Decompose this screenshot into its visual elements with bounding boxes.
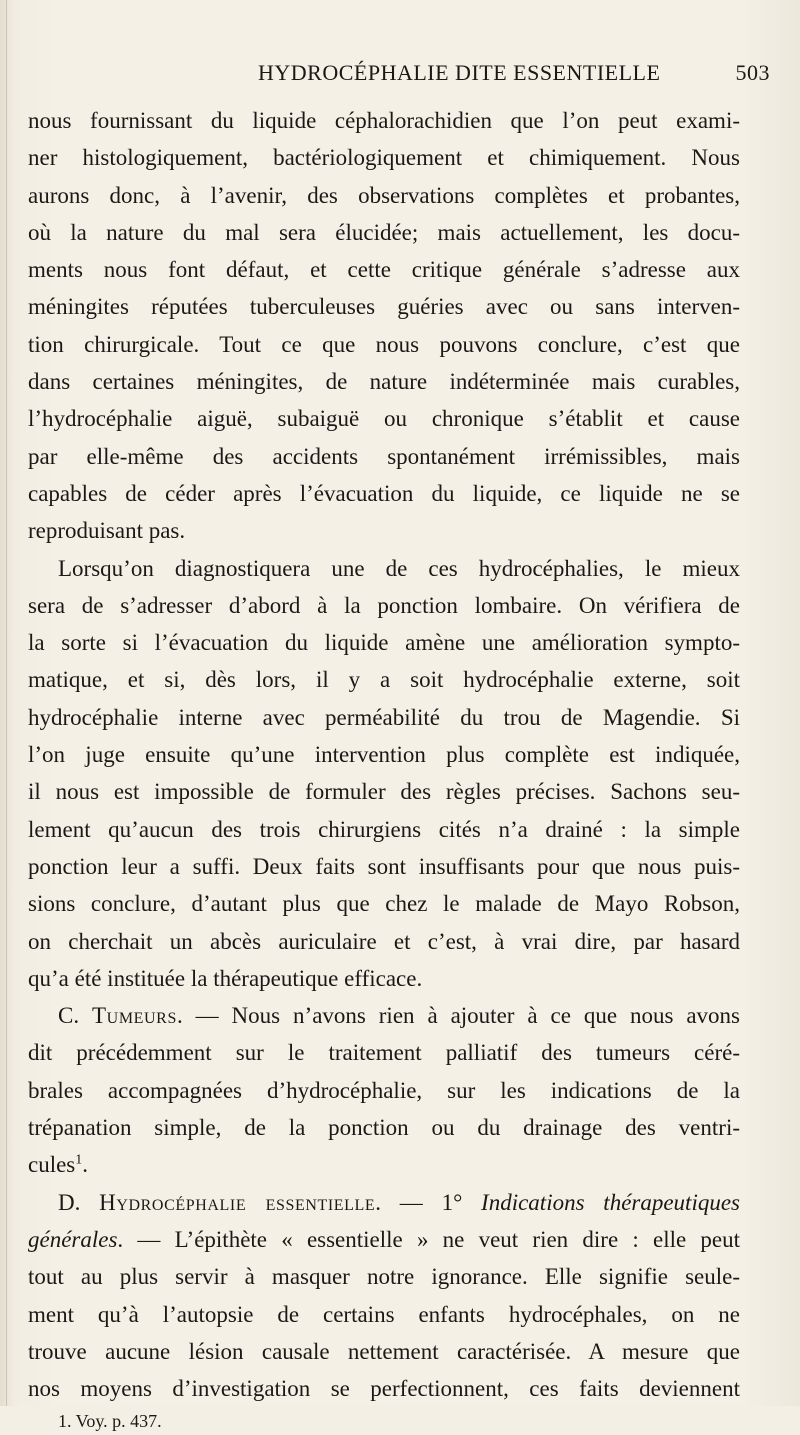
text-line: sera de s’adresser d’abord à la ponction lombaire. On vérifiera de bbox=[28, 592, 740, 618]
text-line: l’on juge ensuite qu’une intervention plus complète est indiquée, bbox=[28, 742, 740, 768]
section-c-text: . — Nous n’avons rien à ajouter à ce que nous avons bbox=[176, 1003, 740, 1029]
text-line: aurons donc, à l’avenir, des observations complètes et probantes, bbox=[28, 182, 740, 208]
section-c-heading-line bbox=[28, 997, 740, 1034]
section-c-last-word: cules bbox=[28, 1152, 76, 1178]
text-line: trouve aucune lésion causale nettement caractérisée. A mesure que bbox=[28, 1338, 740, 1364]
page-gutter-edge bbox=[6, 0, 7, 1406]
text-line: nos moyens d’investigation se perfectionnent, ces faits deviennent bbox=[28, 1376, 740, 1402]
section-c-label: C. bbox=[58, 1003, 93, 1029]
footnote-reference[interactable]: 1 bbox=[75, 1152, 83, 1168]
body-text bbox=[28, 102, 740, 1435]
text-line: ner histologiquement, bactériologiquement et chimiquement. Nous bbox=[28, 145, 740, 171]
text-line: nous fournissant du liquide céphalorachidien que l’on peut exami- bbox=[28, 108, 740, 133]
text-line: trépanation simple, de la ponction ou du drainage des ventri- bbox=[28, 1115, 740, 1141]
section-d-separator: . — 1° bbox=[375, 1189, 482, 1215]
section-d-subheading-cont: générales bbox=[28, 1226, 118, 1252]
text-line: lement qu’aucun des trois chirurgiens cités n’a drainé : la simple bbox=[28, 816, 740, 842]
section-d-subheading: Indications thérapeutiques bbox=[481, 1189, 740, 1215]
text-line: tout au plus servir à masquer notre ignorance. Elle signifie seule- bbox=[28, 1264, 740, 1290]
text-line: il nous est impossible de formuler des règles précises. Sachons seu- bbox=[28, 779, 740, 805]
text-line: reproduisant pas. bbox=[28, 518, 186, 544]
section-d-text: . — L’épithète « essentielle » ne veut rien dire : elle peut bbox=[117, 1226, 740, 1252]
page-number: 503 bbox=[735, 60, 770, 85]
text-line: qu’a été instituée la thérapeutique efficace. bbox=[28, 965, 423, 991]
text-line: par elle-même des accidents spontanément irrémissibles, mais bbox=[28, 443, 740, 469]
section-d-heading-line bbox=[28, 1184, 740, 1221]
text-line: hydrocéphalie interne avec perméabilité du trou de Magendie. Si bbox=[28, 704, 740, 730]
running-title: HYDROCÉPHALIE DITE ESSENTIELLE bbox=[258, 60, 661, 85]
text-line: méningites réputées tuberculeuses guéries avec ou sans interven- bbox=[28, 294, 740, 320]
text-line: matique, et si, dès lors, il y a soit hydrocéphalie externe, soit bbox=[28, 667, 740, 693]
text-line: dit précédemment sur le traitement palliatif des tumeurs céré- bbox=[28, 1040, 740, 1066]
section-d-label: D. bbox=[58, 1189, 100, 1215]
text-line bbox=[28, 1146, 740, 1183]
text-line: on cherchait un abcès auriculaire et c’est, à vrai dire, par hasard bbox=[28, 928, 740, 954]
text-line: sions conclure, d’autant plus que chez le malade de Mayo Robson, bbox=[28, 891, 740, 917]
text-line: tion chirurgicale. Tout ce que nous pouvons conclure, c’est que bbox=[28, 331, 740, 357]
text-line: ponction leur a suffi. Deux faits sont insuffisants pour que nous puis- bbox=[28, 853, 740, 879]
text-line: l’hydrocéphalie aiguë, subaiguë ou chronique s’établit et cause bbox=[28, 406, 740, 432]
text-line: Lorsqu’on diagnostiquera une de ces hydrocéphalies, le mieux bbox=[58, 555, 740, 581]
text-line: dans certaines méningites, de nature indéterminée mais curables, bbox=[28, 369, 740, 395]
footnote: 1. Voy. p. 437. bbox=[58, 1411, 162, 1432]
text-line: capables de céder après l’évacuation du liquide, ce liquide ne se bbox=[28, 480, 740, 506]
running-header bbox=[258, 60, 778, 90]
section-c-heading: Tumeurs bbox=[92, 1003, 177, 1029]
section-c-last-punct: . bbox=[82, 1152, 89, 1178]
text-line: la sorte si l’évacuation du liquide amène une amélioration sympto- bbox=[28, 630, 740, 656]
text-line bbox=[28, 1221, 740, 1258]
text-line: ment qu’à l’autopsie de certains enfants hydrocéphales, on ne bbox=[28, 1301, 740, 1327]
text-line: où la nature du mal sera élucidée; mais actuellement, les docu- bbox=[28, 219, 740, 245]
section-d-heading: Hydrocéphalie essentielle bbox=[99, 1189, 376, 1215]
text-line: ments nous font défaut, et cette critique générale s’adresse aux bbox=[28, 257, 740, 283]
text-line: brales accompagnées d’hydrocéphalie, sur les indications de la bbox=[28, 1077, 740, 1103]
